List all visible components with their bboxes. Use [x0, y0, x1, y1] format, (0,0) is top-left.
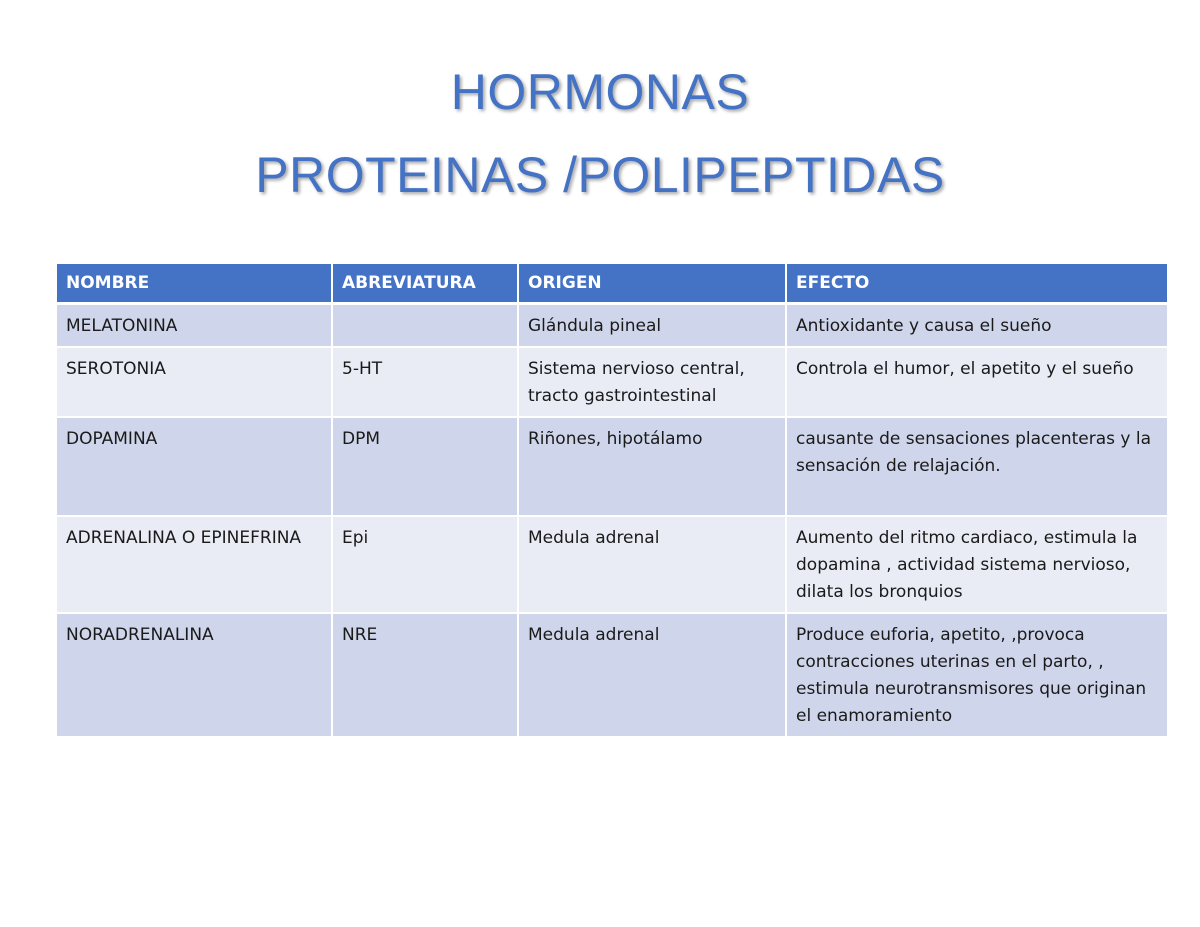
- cell-origen: Medula adrenal: [518, 613, 786, 737]
- cell-nombre: DOPAMINA: [57, 417, 332, 516]
- cell-efecto: Produce euforia, apetito, ,provoca contracciones uterinas en el parto, , estimula neurotransmisores que originan el enamoramiento: [786, 613, 1167, 737]
- cell-origen: Glándula pineal: [518, 303, 786, 347]
- slide-subtitle: PROTEINAS /POLIPEPTIDAS: [255, 147, 945, 203]
- cell-efecto: Antioxidante y causa el sueño: [786, 303, 1167, 347]
- cell-efecto: Controla el humor, el apetito y el sueño: [786, 347, 1167, 417]
- cell-origen: Riñones, hipotálamo: [518, 417, 786, 516]
- table-row: [57, 347, 1167, 417]
- cell-origen: Sistema nervioso central, tracto gastrointestinal: [518, 347, 786, 417]
- table-row: [57, 303, 1167, 347]
- cell-abreviatura: DPM: [332, 417, 518, 516]
- header-abreviatura: ABREVIATURA: [332, 264, 518, 303]
- slide-title: HORMONAS: [450, 64, 750, 120]
- cell-abreviatura: Epi: [332, 516, 518, 613]
- table-header-row: [57, 264, 1167, 303]
- cell-efecto: causante de sensaciones placenteras y la sensación de relajación.: [786, 417, 1167, 516]
- cell-nombre: SEROTONIA: [57, 347, 332, 417]
- header-origen: ORIGEN: [518, 264, 786, 303]
- hormone-table: [57, 264, 1167, 738]
- cell-abreviatura: 5-HT: [332, 347, 518, 417]
- cell-abreviatura: [332, 303, 518, 347]
- cell-origen: Medula adrenal: [518, 516, 786, 613]
- cell-nombre: MELATONINA: [57, 303, 332, 347]
- cell-nombre: ADRENALINA O EPINEFRINA: [57, 516, 332, 613]
- cell-efecto: Aumento del ritmo cardiaco, estimula la dopamina , actividad sistema nervioso, dilata los bronquios: [786, 516, 1167, 613]
- header-efecto: EFECTO: [786, 264, 1167, 303]
- header-nombre: NOMBRE: [57, 264, 332, 303]
- table-row: [57, 417, 1167, 516]
- table-row: [57, 613, 1167, 737]
- cell-nombre: NORADRENALINA: [57, 613, 332, 737]
- table-row: [57, 516, 1167, 613]
- cell-abreviatura: NRE: [332, 613, 518, 737]
